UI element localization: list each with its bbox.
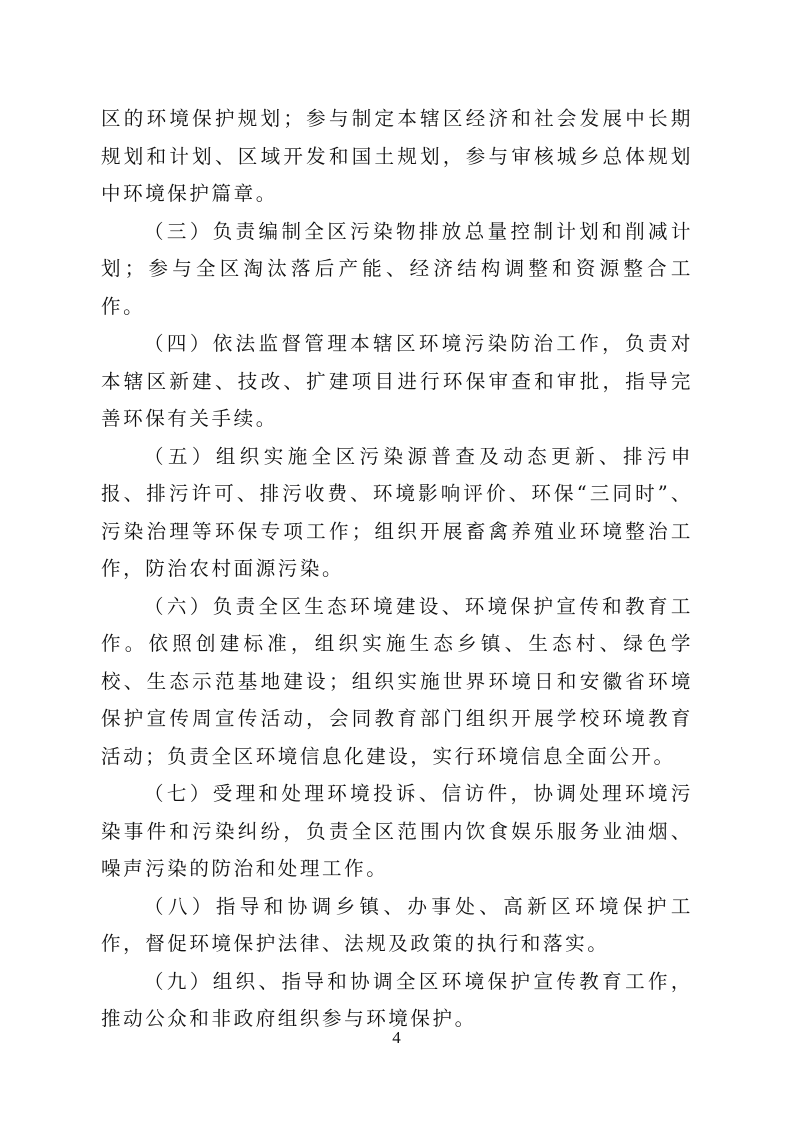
paragraph-item-9: （九）组织、指导和协调全区环境保护宣传教育工作，推动公众和非政府组织参与环境保护。 — [101, 969, 693, 1030]
paragraph-continuation: 区的环境保护规划；参与制定本辖区经济和社会发展中长期规划和计划、区域开发和国土规划，参与审核城乡总体规划中环境保护篇章。 — [101, 107, 693, 205]
paragraph-item-4: （四）依法监督管理本辖区环境污染防治工作，负责对本辖区新建、技改、扩建项目进行环保审查和审批，指导完善环保有关手续。 — [101, 332, 693, 430]
paragraph-item-3: （三）负责编制全区污染物排放总量控制计划和削减计划；参与全区淘汰落后产能、经济结构调整和资源整合工作。 — [101, 219, 693, 318]
paragraph-item-6: （六）负责全区生态环境建设、环境保护宣传和教育工作。依照创建标准，组织实施生态乡镇、生态村、绿色学校、生态示范基地建设；组织实施世界环境日和安徽省环境保护宣传周宣传活动，会同教育部门组织开展学校环境教育活动；负责全区环境信息化建设，实行环境信息全面公开。 — [101, 594, 693, 768]
document-body — [101, 100, 693, 1038]
paragraph-item-8: （八）指导和协调乡镇、办事处、高新区环境保护工作，督促环境保护法律、法规及政策的执行和落实。 — [101, 894, 693, 955]
page-number: 4 — [392, 1028, 401, 1047]
paragraph-item-7: （七）受理和处理环境投诉、信访件，协调处理环境污染事件和污染纠纷，负责全区范围内饮食娱乐服务业油烟、噪声污染的防治和处理工作。 — [101, 782, 693, 880]
paragraph-item-5: （五）组织实施全区污染源普查及动态更新、排污申报、排污许可、排污收费、环境影响评价、环保“三同时”、污染治理等环保专项工作；组织开展畜禽养殖业环境整治工作，防治农村面源污染。 — [101, 444, 693, 580]
